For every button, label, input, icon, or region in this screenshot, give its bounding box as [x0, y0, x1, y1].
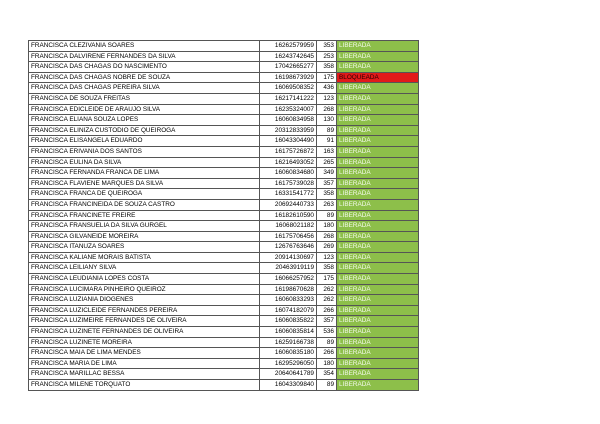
table-row: [29, 263, 419, 274]
id-cell: 16066257952: [260, 274, 317, 285]
table-row: [29, 295, 419, 306]
number-cell: 89: [317, 380, 337, 391]
name-cell: FRANCISCA FLAVIENE MARQUES DA SILVA: [29, 178, 260, 189]
status-cell: LIBERADA: [337, 295, 419, 306]
table-row: [29, 115, 419, 126]
status-cell: LIBERADA: [337, 263, 419, 274]
number-cell: 163: [317, 146, 337, 157]
id-cell: 16060835180: [260, 348, 317, 359]
table-row: [29, 41, 419, 52]
status-cell: LIBERADA: [337, 337, 419, 348]
number-cell: 89: [317, 337, 337, 348]
number-cell: 357: [317, 178, 337, 189]
name-cell: FRANCISCA LEUDIANIA LOPES COSTA: [29, 274, 260, 285]
table-row: [29, 305, 419, 316]
status-cell: LIBERADA: [337, 380, 419, 391]
number-cell: 262: [317, 295, 337, 306]
status-cell: LIBERADA: [337, 348, 419, 359]
id-cell: 20692440733: [260, 199, 317, 210]
number-cell: 536: [317, 327, 337, 338]
name-cell: FRANCISCA MARILLAC BESSA: [29, 369, 260, 380]
name-cell: FRANCISCA LUZINETE MOREIRA: [29, 337, 260, 348]
name-cell: FRANCISCA MARIA DE LIMA: [29, 358, 260, 369]
table-row: [29, 242, 419, 253]
status-cell: LIBERADA: [337, 242, 419, 253]
status-cell: LIBERADA: [337, 104, 419, 115]
number-cell: 353: [317, 41, 337, 52]
status-cell: LIBERADA: [337, 358, 419, 369]
id-cell: 17042665277: [260, 62, 317, 73]
name-cell: FRANCISCA LEILIANY SILVA: [29, 263, 260, 274]
number-cell: 349: [317, 168, 337, 179]
status-cell: LIBERADA: [337, 115, 419, 126]
status-cell: LIBERADA: [337, 146, 419, 157]
number-cell: 123: [317, 93, 337, 104]
id-cell: 12676763646: [260, 242, 317, 253]
id-cell: 20312833959: [260, 125, 317, 136]
number-cell: 436: [317, 83, 337, 94]
number-cell: 123: [317, 252, 337, 263]
id-cell: 16217141222: [260, 93, 317, 104]
number-cell: 91: [317, 136, 337, 147]
table-row: [29, 83, 419, 94]
status-cell: LIBERADA: [337, 157, 419, 168]
id-cell: 16060834680: [260, 168, 317, 179]
name-cell: FRANCISCA FRANSUELIA DA SILVA GURGEL: [29, 221, 260, 232]
number-cell: 175: [317, 72, 337, 83]
id-cell: 16060833293: [260, 295, 317, 306]
status-cell: LIBERADA: [337, 316, 419, 327]
status-cell: LIBERADA: [337, 284, 419, 295]
number-cell: 175: [317, 274, 337, 285]
number-cell: 89: [317, 125, 337, 136]
number-cell: 263: [317, 199, 337, 210]
table-row: [29, 221, 419, 232]
table-row: [29, 72, 419, 83]
name-cell: FRANCISCA DE SOUZA FREITAS: [29, 93, 260, 104]
id-cell: 20463919119: [260, 263, 317, 274]
number-cell: 266: [317, 348, 337, 359]
number-cell: 262: [317, 284, 337, 295]
table-row: [29, 146, 419, 157]
status-cell: LIBERADA: [337, 168, 419, 179]
id-cell: 16262579959: [260, 41, 317, 52]
id-cell: 16198670628: [260, 284, 317, 295]
id-cell: 16175726872: [260, 146, 317, 157]
number-cell: 180: [317, 358, 337, 369]
status-cell: LIBERADA: [337, 136, 419, 147]
table-row: [29, 125, 419, 136]
status-cell: LIBERADA: [337, 327, 419, 338]
status-cell: LIBERADA: [337, 274, 419, 285]
name-cell: FRANCISCA ELISANGELA EDUARDO: [29, 136, 260, 147]
status-cell: LIBERADA: [337, 369, 419, 380]
table-row: [29, 369, 419, 380]
name-cell: FRANCISCA DAS CHAGAS DO NASCIMENTO: [29, 62, 260, 73]
status-cell: LIBERADA: [337, 41, 419, 52]
table-row: [29, 348, 419, 359]
name-cell: FRANCISCA EULINA DA SILVA: [29, 157, 260, 168]
table-row: [29, 136, 419, 147]
status-cell: LIBERADA: [337, 252, 419, 263]
table-row: [29, 252, 419, 263]
table-row: [29, 104, 419, 115]
id-cell: 16243742645: [260, 51, 317, 62]
number-cell: 358: [317, 263, 337, 274]
table-row: [29, 157, 419, 168]
name-cell: FRANCISCA MILENE TORQUATO: [29, 380, 260, 391]
id-cell: 20640641789: [260, 369, 317, 380]
name-cell: FRANCISCA FRANCA DE QUEIROGA: [29, 189, 260, 200]
id-cell: 16043304490: [260, 136, 317, 147]
number-cell: 266: [317, 305, 337, 316]
table-row: [29, 327, 419, 338]
table-row: [29, 337, 419, 348]
id-cell: 16069508352: [260, 83, 317, 94]
id-cell: 16074182079: [260, 305, 317, 316]
name-cell: FRANCISCA DALVIRENE FERNANDES DA SILVA: [29, 51, 260, 62]
table-row: [29, 51, 419, 62]
name-cell: FRANCISCA FRANCINEIDA DE SOUZA CASTRO: [29, 199, 260, 210]
name-cell: FRANCISCA ELIANA SOUZA LOPES: [29, 115, 260, 126]
records-table: [28, 40, 419, 391]
number-cell: 253: [317, 51, 337, 62]
records-table-body: [29, 41, 419, 391]
id-cell: 16175739028: [260, 178, 317, 189]
status-cell: LIBERADA: [337, 221, 419, 232]
table-row: [29, 284, 419, 295]
id-cell: 16235324007: [260, 104, 317, 115]
id-cell: 16060835822: [260, 316, 317, 327]
name-cell: FRANCISCA ERIVANIA DOS SANTOS: [29, 146, 260, 157]
name-cell: FRANCISCA FERNANDA FRANCA DE LIMA: [29, 168, 260, 179]
id-cell: 16259166738: [260, 337, 317, 348]
id-cell: 16216493052: [260, 157, 317, 168]
table-row: [29, 274, 419, 285]
status-cell: LIBERADA: [337, 231, 419, 242]
status-cell: LIBERADA: [337, 178, 419, 189]
name-cell: FRANCISCA CLEZIVANIA SOARES: [29, 41, 260, 52]
table-row: [29, 93, 419, 104]
table-row: [29, 231, 419, 242]
name-cell: FRANCISCA LUZINETE FERNANDES DE OLIVEIRA: [29, 327, 260, 338]
table-row: [29, 168, 419, 179]
number-cell: 268: [317, 104, 337, 115]
table-row: [29, 380, 419, 391]
name-cell: FRANCISCA DAS CHAGAS PEREIRA SILVA: [29, 83, 260, 94]
table-row: [29, 62, 419, 73]
name-cell: FRANCISCA LUCIMARA PINHEIRO QUEIROZ: [29, 284, 260, 295]
number-cell: 89: [317, 210, 337, 221]
status-cell: LIBERADA: [337, 51, 419, 62]
status-cell: LIBERADA: [337, 305, 419, 316]
name-cell: FRANCISCA GILVANEIDE MOREIRA: [29, 231, 260, 242]
id-cell: 16060834958: [260, 115, 317, 126]
id-cell: 16060835814: [260, 327, 317, 338]
status-cell: BLOQUEADA: [337, 72, 419, 83]
number-cell: 357: [317, 316, 337, 327]
id-cell: 16175706456: [260, 231, 317, 242]
id-cell: 20914130697: [260, 252, 317, 263]
id-cell: 16331541772: [260, 189, 317, 200]
name-cell: FRANCISCA MAIA DE LIMA MENDES: [29, 348, 260, 359]
status-cell: LIBERADA: [337, 93, 419, 104]
name-cell: FRANCISCA LUZIANIA DIOGENES: [29, 295, 260, 306]
table-row: [29, 189, 419, 200]
table-row: [29, 178, 419, 189]
name-cell: FRANCISCA ELINIZA CUSTODIO DE QUEIROGA: [29, 125, 260, 136]
number-cell: 130: [317, 115, 337, 126]
number-cell: 268: [317, 231, 337, 242]
name-cell: FRANCISCA LUZICLEIDE FERNANDES PEREIRA: [29, 305, 260, 316]
id-cell: 16198673929: [260, 72, 317, 83]
name-cell: FRANCISCA DAS CHAGAS NOBRE DE SOUZA: [29, 72, 260, 83]
name-cell: FRANCISCA EDICLEIDE DE ARAUJO SILVA: [29, 104, 260, 115]
id-cell: 16068021182: [260, 221, 317, 232]
id-cell: 16295296050: [260, 358, 317, 369]
name-cell: FRANCISCA ITANUZA SOARES: [29, 242, 260, 253]
name-cell: FRANCISCA KALIANE MORAIS BATISTA: [29, 252, 260, 263]
status-cell: LIBERADA: [337, 62, 419, 73]
number-cell: 358: [317, 189, 337, 200]
table-row: [29, 358, 419, 369]
status-cell: LIBERADA: [337, 125, 419, 136]
number-cell: 269: [317, 242, 337, 253]
status-cell: LIBERADA: [337, 189, 419, 200]
table-row: [29, 199, 419, 210]
table-row: [29, 210, 419, 221]
id-cell: 16043309840: [260, 380, 317, 391]
status-cell: LIBERADA: [337, 83, 419, 94]
number-cell: 354: [317, 369, 337, 380]
number-cell: 265: [317, 157, 337, 168]
number-cell: 358: [317, 62, 337, 73]
status-cell: LIBERADA: [337, 210, 419, 221]
number-cell: 180: [317, 221, 337, 232]
name-cell: FRANCISCA FRANCINETE FREIRE: [29, 210, 260, 221]
status-cell: LIBERADA: [337, 199, 419, 210]
name-cell: FRANCISCA LUZIMEIRE FERNANDES DE OLIVEIRA: [29, 316, 260, 327]
table-row: [29, 316, 419, 327]
id-cell: 16182610590: [260, 210, 317, 221]
